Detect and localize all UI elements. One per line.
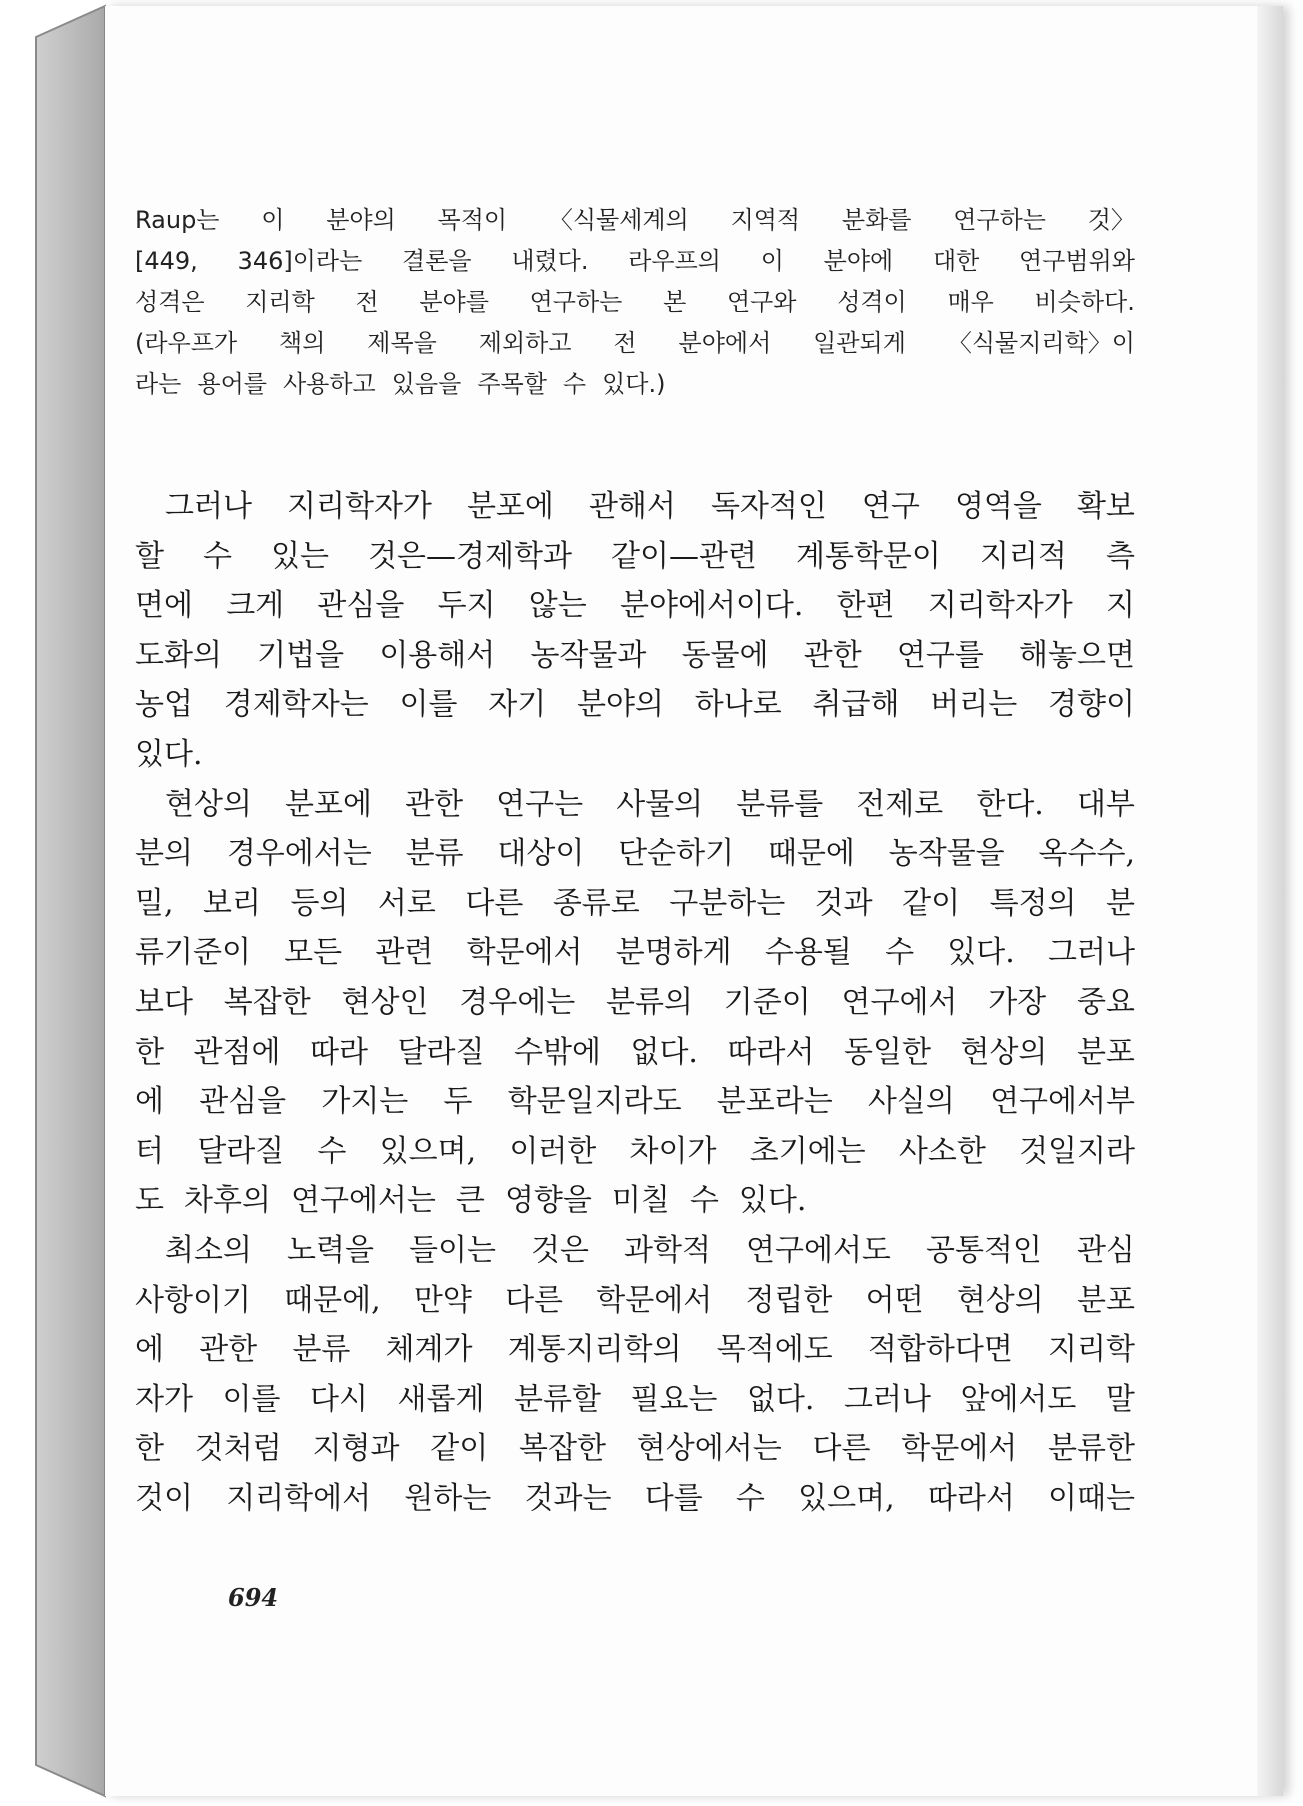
quote-line: [135, 323, 1135, 364]
word: 것〉: [1087, 206, 1135, 234]
body-line: [135, 1276, 1135, 1326]
word: 복잡한: [519, 1431, 606, 1467]
word: 필요는: [630, 1381, 718, 1417]
word: 현상인: [341, 984, 429, 1020]
body-line: [135, 1375, 1135, 1425]
word: 밀,: [135, 885, 174, 921]
body-line: [135, 879, 1135, 929]
word: 지형과: [312, 1431, 400, 1467]
word: 것은—경제학과: [368, 538, 572, 574]
word: 이를: [222, 1381, 281, 1417]
word: 비슷하다.: [1034, 288, 1135, 316]
word: 사실의: [867, 1084, 955, 1120]
word: 학문에서: [901, 1431, 1018, 1467]
word: 이용해서: [379, 637, 496, 673]
body-line: [135, 780, 1135, 830]
word: 동일한: [843, 1034, 931, 1070]
word: 매우: [947, 288, 994, 316]
word: 영역을: [954, 489, 1042, 524]
word: 측: [1105, 538, 1135, 574]
word: 연구: [861, 489, 920, 524]
word: 같이: [430, 1431, 489, 1467]
word: 보다: [135, 984, 193, 1020]
word: 수밖에: [513, 1034, 601, 1070]
word: 분포에: [466, 489, 554, 524]
word: 도화의: [135, 637, 222, 673]
word: 다른: [465, 885, 524, 921]
word: 옥수수,: [1038, 836, 1135, 872]
word: 지리학: [245, 288, 315, 316]
word: Raup는: [135, 206, 220, 234]
page-number: 694: [228, 1583, 279, 1612]
word: 내렸다.: [511, 247, 589, 275]
body-line: [135, 581, 1135, 631]
word: 초기에는: [749, 1133, 866, 1169]
body-line: [135, 928, 1135, 978]
word: 등의: [290, 885, 349, 921]
word: 공통적인: [925, 1232, 1042, 1268]
word: 농업: [135, 687, 193, 723]
word: 것이: [135, 1480, 193, 1516]
word: 같이—관련: [611, 538, 757, 574]
word: 것일지라: [1019, 1133, 1135, 1169]
word: 분류: [292, 1332, 351, 1368]
word: 다른: [505, 1282, 564, 1318]
word: 한다.: [976, 786, 1044, 822]
word: 현상의: [956, 1282, 1044, 1318]
word: 분야의: [577, 687, 664, 723]
word: 분야에: [823, 247, 894, 275]
word: 한: [135, 1431, 164, 1467]
word: 구분하는: [669, 885, 786, 921]
word: 지리학에서: [226, 1480, 372, 1516]
word: [449,: [135, 247, 198, 275]
word: 차이가: [629, 1133, 717, 1169]
word: 경향이: [1048, 687, 1135, 723]
word: 계통학문이: [795, 538, 941, 574]
word: 가장: [988, 984, 1047, 1020]
word: 없다.: [630, 1034, 698, 1070]
word: 동물에: [681, 637, 769, 673]
word: 단순하기: [618, 836, 735, 872]
body-line: [135, 1226, 1135, 1276]
word: 크게: [226, 588, 285, 624]
word: 취급해: [812, 687, 900, 723]
word: 정립한: [745, 1282, 833, 1318]
word: 연구범위와: [1019, 247, 1135, 275]
word: 이를: [399, 687, 458, 723]
body-line: [135, 1077, 1135, 1127]
word: 분포에: [285, 786, 372, 822]
word: 346]이라는: [237, 247, 363, 275]
word: 한편: [836, 588, 895, 624]
word: 따라: [310, 1034, 368, 1070]
word: 연구와: [726, 288, 797, 316]
word: 그러나: [165, 489, 252, 524]
word: 기법을: [257, 637, 345, 673]
word: 앞에서도: [960, 1381, 1077, 1417]
word: 에: [135, 1084, 164, 1120]
word: 분야를: [419, 288, 489, 316]
word: 관해서: [588, 489, 676, 524]
word: 어떤: [865, 1282, 924, 1318]
word: 목적이: [437, 206, 508, 234]
body-line: [135, 532, 1135, 582]
word: 전: [613, 329, 637, 357]
body-line: [135, 829, 1135, 879]
word: 분야의: [326, 206, 396, 234]
word: 결론을: [402, 247, 472, 275]
body-line: [135, 631, 1135, 681]
body-line: [135, 1424, 1135, 1474]
word: 모든: [284, 935, 343, 971]
word: 다시: [310, 1381, 368, 1417]
body-line: [135, 1127, 1135, 1177]
word: 분야에서: [678, 329, 772, 357]
word: 경제학자는: [223, 687, 369, 723]
word: 분류할: [513, 1381, 601, 1417]
word: 제목을: [367, 329, 437, 357]
word: 라우프의: [628, 247, 721, 275]
word: 적합하다면: [867, 1332, 1013, 1368]
word: 들이는: [409, 1232, 496, 1268]
word: 관한: [405, 786, 464, 822]
word: 수: [735, 1480, 765, 1516]
word: 최소의: [165, 1232, 252, 1268]
word: 일관되게: [813, 329, 906, 357]
word: 현상의: [960, 1034, 1048, 1070]
word: 사항이기: [135, 1282, 251, 1318]
word: 그러나: [843, 1381, 931, 1417]
word: 류기준이: [135, 935, 251, 971]
word: 수용될: [764, 935, 852, 971]
word: 관련: [375, 935, 434, 971]
word: 제외하고: [478, 329, 572, 357]
word: 다른: [812, 1431, 871, 1467]
word: 기준이: [723, 984, 811, 1020]
word: 있으며,: [798, 1480, 895, 1516]
word: 달라질: [197, 1133, 285, 1169]
word: 분화를: [841, 206, 912, 234]
word: 〈식물세계의: [548, 206, 689, 234]
word: 현상의: [165, 786, 252, 822]
word: 지리학자가: [287, 489, 432, 524]
body-line: 도 차후의 연구에서는 큰 영향을 미칠 수 있다.: [135, 1183, 807, 1219]
word: 관심을: [317, 588, 405, 624]
word: 농작물을: [888, 836, 1005, 872]
word: 만약: [413, 1282, 472, 1318]
quote-line: [135, 200, 1135, 241]
word: 원하는: [404, 1480, 492, 1516]
word: 있다.: [947, 935, 1015, 971]
word: 두지: [437, 588, 496, 624]
word: 이러한: [509, 1133, 597, 1169]
word: 지리적: [979, 538, 1067, 574]
word: 이때는: [1048, 1480, 1135, 1516]
word: 종류로: [552, 885, 640, 921]
word: 연구에서도: [746, 1232, 891, 1268]
word: 있으며,: [379, 1133, 477, 1169]
word: 것처럼: [194, 1431, 282, 1467]
word: 체계가: [385, 1332, 473, 1368]
word: 대상이: [497, 836, 585, 872]
body-line: [135, 1325, 1135, 1375]
word: 분류를: [736, 786, 824, 822]
word: 있는: [271, 538, 330, 574]
word: 복잡한: [223, 984, 311, 1020]
word: 다를: [644, 1480, 703, 1516]
word: 성격은: [135, 288, 205, 316]
body-line: [135, 680, 1135, 730]
word: 같이: [902, 885, 961, 921]
word: 면에: [135, 588, 193, 624]
word: 사물의: [616, 786, 704, 822]
quote-line: 라는 용어를 사용하고 있음을 주목할 수 있다.): [135, 370, 666, 398]
word: 관심: [1076, 1232, 1135, 1268]
word: 현상에서는: [636, 1431, 782, 1467]
word: 목적에도: [716, 1332, 833, 1368]
word: 보리: [203, 885, 261, 921]
word: 달라질: [397, 1034, 485, 1070]
word: 확보: [1076, 489, 1135, 524]
word: 〈식물지리학〉이: [947, 329, 1135, 357]
word: 분: [1106, 885, 1135, 921]
body-line: 있다.: [135, 736, 203, 772]
word: 연구에서: [841, 984, 958, 1020]
word: 학문에서: [466, 935, 583, 971]
word: 대한: [932, 247, 980, 275]
word: 서로: [377, 885, 436, 921]
word: 해놓으면: [1019, 637, 1135, 673]
quote-line: [135, 241, 1135, 282]
word: 자가: [135, 1381, 193, 1417]
word: 따라서: [727, 1034, 815, 1070]
word: 경우에는: [459, 984, 576, 1020]
word: 지역적: [730, 206, 801, 234]
word: 그러나: [1048, 935, 1135, 971]
word: 자기: [488, 687, 547, 723]
block-quote: [135, 200, 1135, 405]
word: 노력을: [287, 1232, 374, 1268]
word: (라우프가: [135, 329, 238, 357]
word: 버리는: [930, 687, 1018, 723]
word: 분류의: [605, 984, 693, 1020]
word: 것과: [814, 885, 873, 921]
word: 하나로: [694, 687, 782, 723]
word: 분류: [405, 836, 464, 872]
body-line: [135, 978, 1135, 1028]
word: 가지는: [321, 1084, 409, 1120]
word: 성격이: [837, 288, 907, 316]
word: 중요: [1076, 984, 1135, 1020]
quote-line: [135, 282, 1135, 323]
word: 지: [1106, 588, 1135, 624]
word: 경우에서는: [226, 836, 372, 872]
word: 연구는: [496, 786, 584, 822]
word: 사소한: [898, 1133, 986, 1169]
word: 과학적: [624, 1232, 711, 1268]
word: 때문에,: [284, 1282, 381, 1318]
body-line: [135, 482, 1135, 532]
word: 이: [261, 206, 285, 234]
word: 독자적인: [710, 489, 827, 524]
word: 분류한: [1047, 1431, 1135, 1467]
word: 것은: [531, 1232, 589, 1268]
word: 한: [135, 1034, 164, 1070]
word: 전제로: [856, 786, 944, 822]
word: 연구에서부: [990, 1084, 1135, 1120]
word: 계통지리학의: [507, 1332, 682, 1368]
word: 학문에서: [596, 1282, 713, 1318]
word: 지리학: [1048, 1332, 1135, 1368]
body-line: [135, 1028, 1135, 1078]
body-line: [135, 1474, 1135, 1524]
word: 분포라는: [716, 1084, 833, 1120]
word: 수: [203, 538, 233, 574]
word: 농작물과: [530, 637, 647, 673]
word: 분포: [1076, 1034, 1135, 1070]
word: 이: [760, 247, 784, 275]
word: 연구하는: [953, 206, 1046, 234]
word: 터: [135, 1133, 164, 1169]
word: 없다.: [746, 1381, 815, 1417]
word: 것과는: [524, 1480, 612, 1516]
word: 에: [135, 1332, 164, 1368]
word: 관점에: [193, 1034, 281, 1070]
word: 학문일지라도: [507, 1084, 682, 1120]
word: 본: [663, 288, 687, 316]
word: 관한: [803, 637, 862, 673]
word: 분명하게: [615, 935, 732, 971]
word: 두: [443, 1084, 473, 1120]
word: 말: [1105, 1381, 1135, 1417]
body-text: [135, 482, 1135, 1523]
word: 수: [317, 1133, 347, 1169]
word: 않는: [528, 588, 587, 624]
word: 분포: [1077, 1282, 1135, 1318]
word: 수: [885, 935, 915, 971]
word: 관심을: [199, 1084, 287, 1120]
word: 대부: [1076, 786, 1135, 822]
word: 따라서: [927, 1480, 1015, 1516]
word: 관한: [199, 1332, 258, 1368]
word: 연구를: [896, 637, 984, 673]
word: 특정의: [989, 885, 1077, 921]
word: 지리학자가: [927, 588, 1073, 624]
word: 책의: [279, 329, 326, 357]
word: 때문에: [767, 836, 855, 872]
word: 할: [135, 538, 164, 574]
word: 분의: [135, 836, 193, 872]
word: 연구하는: [529, 288, 623, 316]
word: 분야에서이다.: [620, 588, 804, 624]
word: 전: [355, 288, 379, 316]
word: 새롭게: [397, 1381, 485, 1417]
page-edge: [1257, 6, 1283, 1796]
